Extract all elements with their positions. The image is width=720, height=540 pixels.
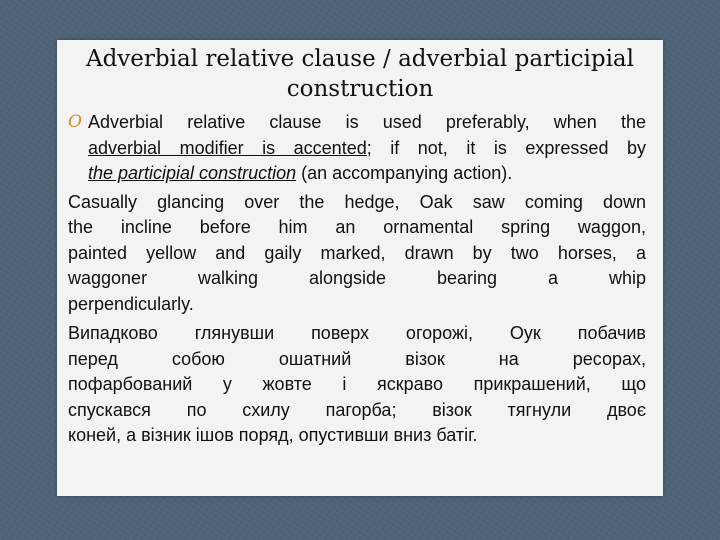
english-line-1: Casually glancing over the hedge, Oak saw coming down xyxy=(68,191,646,212)
rule-line-2-rest: ; if not, it is expressed by xyxy=(366,137,646,158)
rule-line-3-rest: (an accompanying action). xyxy=(296,163,513,183)
ukrainian-line-1: Випадково глянувши поверх огорожі, Оук побачив xyxy=(68,323,646,343)
slide-title-line-2: construction xyxy=(286,76,434,102)
rule-line-1: Adverbial relative clause is used preferably, when the xyxy=(88,112,646,132)
rule-line-3 xyxy=(88,161,646,187)
rule-line-2 xyxy=(88,136,646,162)
english-line-5: perpendicularly. xyxy=(68,293,194,314)
ukrainian-line-3: пофарбований у жовте і яскраво прикрашений, що xyxy=(68,374,646,394)
english-example xyxy=(68,190,646,318)
participial-construction-text: the participial construction xyxy=(88,163,297,183)
bullet-marker-icon: O xyxy=(68,112,82,132)
ukrainian-line-4: спускався по схилу пагорба; візок тягнули двоє xyxy=(68,399,646,420)
english-line-2: the incline before him an ornamental spring waggon, xyxy=(68,217,646,237)
slide-title-line-1: Adverbial relative clause / adverbial participial xyxy=(85,46,635,72)
english-line-3: painted yellow and gaily marked, drawn by two horses, a xyxy=(68,242,646,263)
accented-modifier-text: adverbial modifier is accented xyxy=(88,137,367,158)
slide-body xyxy=(68,110,646,449)
rule-bullet xyxy=(68,110,646,187)
slide-title xyxy=(62,44,658,104)
ukrainian-line-5: коней, а візник ішов поряд, опустивши вниз батіг. xyxy=(68,425,478,445)
english-line-4: waggoner walking alongside bearing a whip xyxy=(68,268,646,288)
ukrainian-line-2: перед собою ошатний візок на ресорах, xyxy=(68,348,646,369)
ukrainian-example xyxy=(68,321,646,449)
